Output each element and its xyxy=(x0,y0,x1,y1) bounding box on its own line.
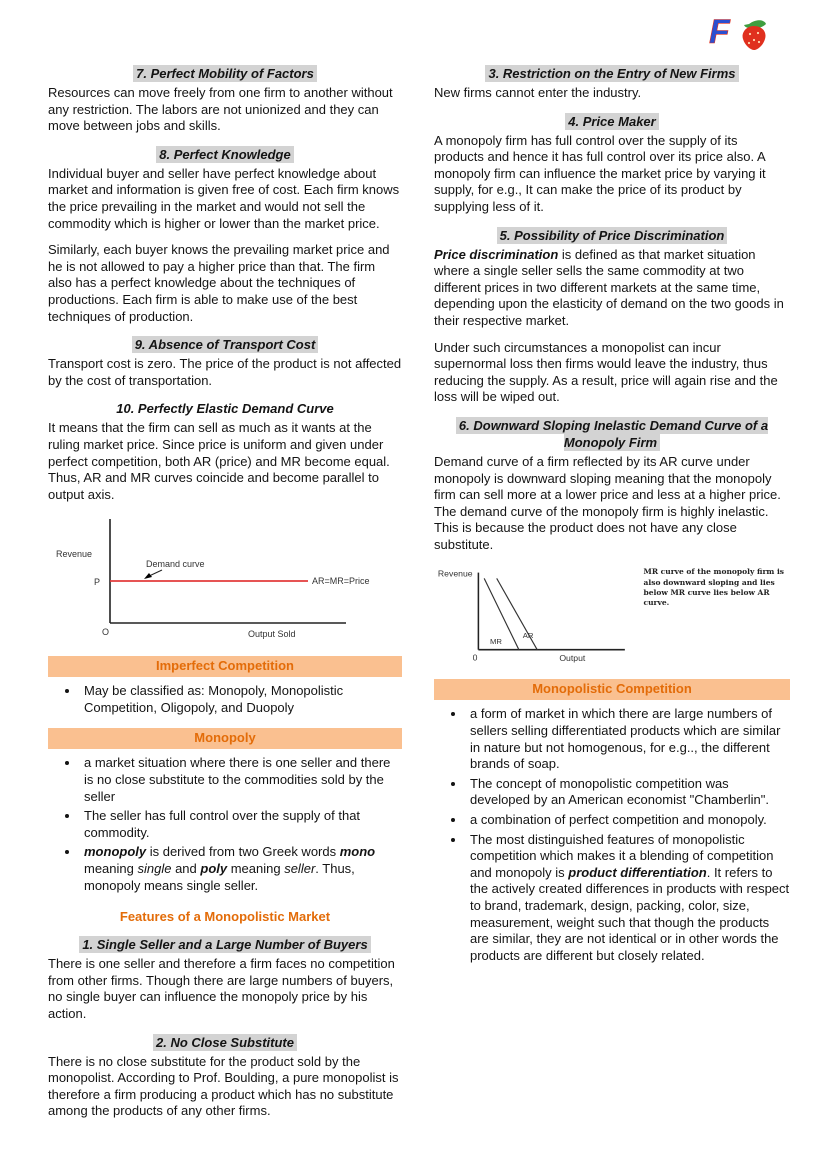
text-segment: . Thus, monopoly means single seller. xyxy=(84,861,355,893)
monopoly-demand-chart xyxy=(436,563,634,667)
section-heading-5: 5. Possibility of Price Discrimination xyxy=(497,227,728,244)
emphasis-text: monopoly xyxy=(84,844,147,860)
arrowhead-icon xyxy=(144,573,152,579)
logo-letter: F xyxy=(709,13,730,51)
banner-monopoly: Monopoly xyxy=(48,728,402,749)
text-segment: The most distinguished features of monopolistic competition which makes it a blending of competition and monopoly is xyxy=(470,831,774,880)
list-item: • The seller has full control over the supply of that commodity. xyxy=(80,808,402,841)
text-segment: meaning xyxy=(84,861,138,877)
elastic-demand-chart xyxy=(52,513,402,641)
text-segment: . It refers to the actively created differences in products with respect to brand, trademark, design, packing, color, size, measurement, weight such that though the products are similar, they are not identical or in other words the products are different but closely related. xyxy=(470,864,790,963)
section-heading-1: 1. Single Seller and a Large Number of Buyers xyxy=(79,936,370,953)
emphasis-text: mono xyxy=(339,844,376,860)
y-axis-label: Revenue xyxy=(56,549,93,560)
figure-annotation: MR curve of the monopoly firm is also downward sloping and lies below MR curve lies below AR curve. xyxy=(643,567,785,607)
origin-label: 0 xyxy=(472,652,478,663)
list-item: • May be classified as: Monopoly, Monopolistic Competition, Oligopoly, and Duopoly xyxy=(80,683,402,716)
bullet-list xyxy=(48,755,402,894)
section-heading-2: 2. No Close Substitute xyxy=(153,1034,297,1051)
list-item: • a form of market in which there are large numbers of sellers selling differentiated products which are similar in nature but not homogenous, for e.g.., the different brands of soap. xyxy=(466,706,790,772)
strawberry-icon xyxy=(743,20,766,50)
x-axis-label: Output Sold xyxy=(248,629,296,640)
paragraph: It means that the firm can sell as much as it wants at the ruling market price. Since price is uniform and given under perfect competition, both AR (price) and MR become equal. Thus, AR and MR curves coincide and become parallel to output axis. xyxy=(48,420,390,502)
bullet-list xyxy=(434,706,790,964)
ar-label: AR xyxy=(522,631,534,641)
paragraph xyxy=(434,247,790,330)
emphasis-text: poly xyxy=(200,861,228,877)
figure-elastic-demand-curve xyxy=(52,513,402,644)
section-heading-6: 6. Downward Sloping Inelastic Demand Curve of a Monopoly Firm xyxy=(456,417,768,451)
y-axis-label: Revenue xyxy=(437,568,473,579)
two-column-layout xyxy=(48,54,790,1130)
features-heading: Features of a Monopolistic Market xyxy=(119,909,331,925)
italic-text: seller xyxy=(284,861,316,877)
text-segment: meaning xyxy=(227,861,285,877)
paragraph: Under such circumstances a monopolist can incur supernormal loss then firms would leave the industry, thus reducing the supply. As a result, price will again rise and the loss will be wiped out. xyxy=(434,339,778,405)
section-heading-7: 7. Perfect Mobility of Factors xyxy=(133,65,317,82)
price-line-label: AR=MR=Price xyxy=(312,576,370,587)
mr-label: MR xyxy=(489,637,502,647)
logo-icon xyxy=(708,10,770,52)
paragraph: Demand curve of a firm reflected by its AR curve under monopoly is downward sloping meaning that the monopoly firm can sell more at a lower price and less at a higher price. The demand curve of the monopoly firm is highly inelastic. This is because the product does not have any close substitute. xyxy=(434,453,781,552)
paragraph: Similarly, each buyer knows the prevailing market price and he is not allowed to pay a higher price than that. The firm also has a perfect knowledge about the techniques of productions. Each firm is able to make use of the best techniques of production. xyxy=(48,242,390,324)
list-item xyxy=(466,832,790,965)
section-heading-9: 9. Absence of Transport Cost xyxy=(132,336,319,353)
left-column xyxy=(48,54,402,1130)
bullet-list xyxy=(48,683,402,716)
list-item: • a combination of perfect competition and monopoly. xyxy=(466,812,790,829)
banner-monopolistic-competition: Monopolistic Competition xyxy=(434,679,790,700)
section-heading-4: 4. Price Maker xyxy=(565,113,658,130)
list-item: • a market situation where there is one seller and there is no close substitute to the commodities sold by the seller xyxy=(80,755,402,805)
list-item: • The concept of monopolistic competition was developed by an American economist "Chamberlin". xyxy=(466,776,790,809)
right-column xyxy=(434,54,790,1130)
paragraph: A monopoly firm has full control over the supply of its products and hence it has full control over its price also. A monopoly firm can influence the market price by varying it supply, for e.g., It can make the price of its product by supplying less of it. xyxy=(434,132,766,214)
paragraph: New firms cannot enter the industry. xyxy=(434,85,642,100)
paragraph: Individual buyer and seller have perfect knowledge about market and information is given free of cost. Each firm knows the price prevailing in the market and would not sell the commodity which is higher or lower than the market price. xyxy=(48,165,400,231)
figure-monopoly-demand-curve xyxy=(436,563,790,667)
text-segment: and xyxy=(171,861,201,877)
origin-label: O xyxy=(102,627,110,638)
text-segment: is derived from two Greek words xyxy=(146,844,340,860)
paragraph: There is no close substitute for the product sold by the monopolist. According to Prof. Boulding, a pure monopolist is therefore a firm producing a product which has no substitute among the products of any other firms. xyxy=(48,1053,399,1119)
paragraph: There is one seller and therefore a firm faces no competition from other firms. Though there are large numbers of buyers, no single buyer can influence the monopoly price by his action. xyxy=(48,956,395,1021)
demand-curve-label: Demand curve xyxy=(146,559,205,570)
section-heading-8: 8. Perfect Knowledge xyxy=(156,146,293,163)
emphasis-text: Price discrimination xyxy=(434,246,559,262)
price-point-label: P xyxy=(93,577,100,588)
banner-imperfect-competition: Imperfect Competition xyxy=(48,656,402,677)
paragraph: Transport cost is zero. The price of the product is not affected by the cost of transportation. xyxy=(48,356,402,388)
section-heading-3: 3. Restriction on the Entry of New Firms xyxy=(485,65,738,82)
list-item xyxy=(80,844,402,894)
paragraph: Resources can move freely from one firm to another without any restriction. The labors are not unionized and they can move between jobs and skills. xyxy=(48,85,393,134)
x-axis-label: Output xyxy=(559,653,586,664)
text-segment: is defined as that market situation where a single seller sells the same commodity at two different prices in two different markets at the same time, depending upon the elasticity of demand on the two goods in their respective market. xyxy=(434,246,784,328)
logo xyxy=(708,10,770,52)
italic-text: single xyxy=(137,861,172,877)
emphasis-text: product differentiation xyxy=(568,864,707,880)
section-heading-10: 10. Perfectly Elastic Demand Curve xyxy=(116,401,334,417)
